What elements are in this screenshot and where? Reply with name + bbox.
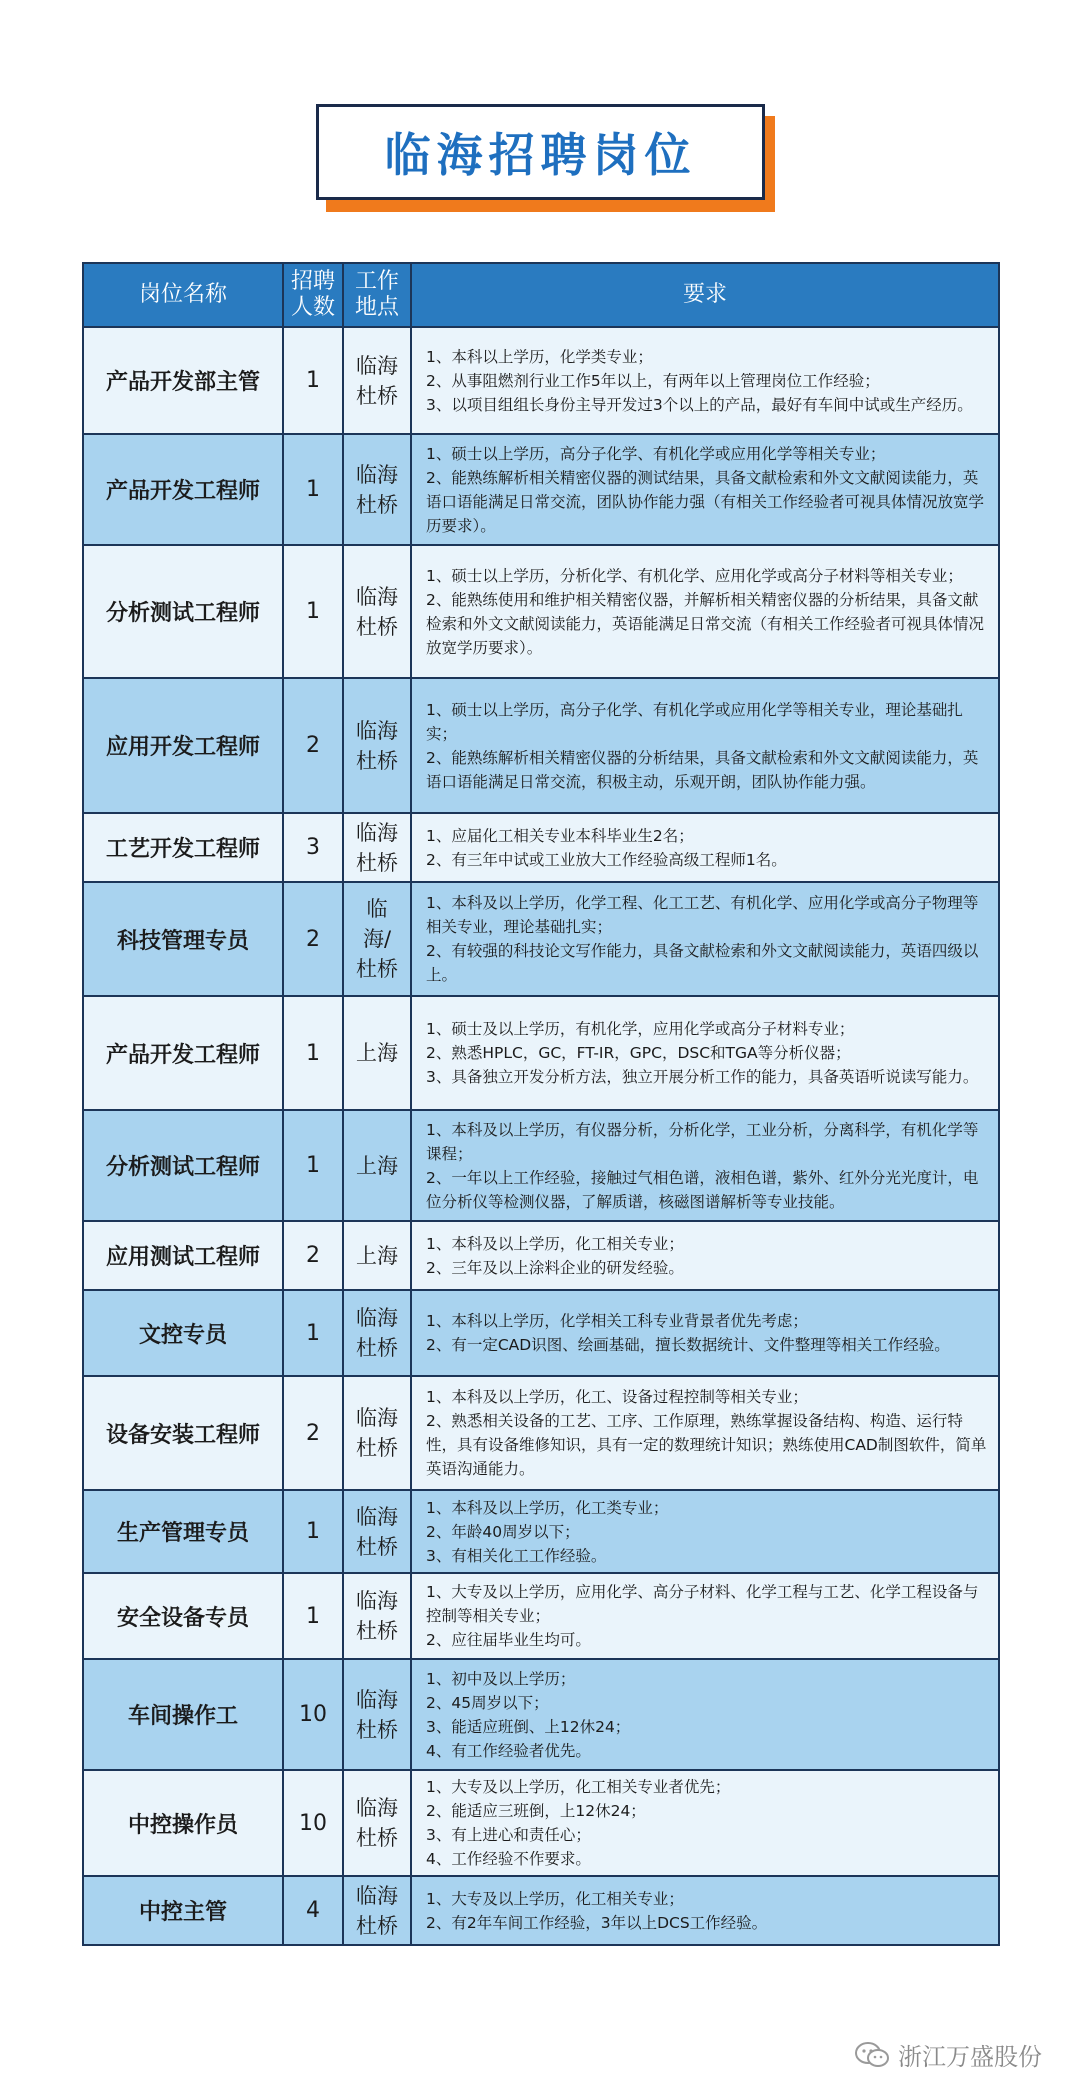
table-row — [83, 1490, 999, 1573]
job-requirements: 1、大专及以上学历，化工相关专业； 2、有2年车间工作经验，3年以上DCS工作经验。 — [411, 1876, 999, 1945]
job-name: 产品开发工程师 — [83, 996, 283, 1110]
table-row — [83, 545, 999, 678]
job-location-text: 临海杜桥 — [356, 462, 398, 517]
table-row — [83, 1110, 999, 1221]
job-name: 中控操作员 — [83, 1770, 283, 1876]
job-location — [343, 1876, 411, 1945]
job-name: 中控主管 — [83, 1876, 283, 1945]
job-location — [343, 678, 411, 813]
job-location — [343, 1573, 411, 1659]
job-location-text: 临海杜桥 — [356, 353, 398, 408]
job-location-text: 上海 — [356, 1153, 398, 1178]
job-requirements: 1、本科及以上学历，化学工程、化工工艺、有机化学、应用化学或高分子物理等相关专业，理论基础扎实； 2、有较强的科技论文写作能力，具备文献检索和外文文献阅读能力，英语四级以上。 — [411, 882, 999, 996]
table-row — [83, 1221, 999, 1290]
job-name: 设备安装工程师 — [83, 1376, 283, 1490]
job-name: 科技管理专员 — [83, 882, 283, 996]
header-count — [283, 263, 343, 327]
job-location-text: 临海杜桥 — [356, 1687, 398, 1742]
table-row — [83, 882, 999, 996]
job-location — [343, 545, 411, 678]
job-count: 1 — [283, 545, 343, 678]
job-requirements: 1、本科以上学历，化学类专业； 2、从事阻燃剂行业工作5年以上，有两年以上管理岗位工作经验； 3、以项目组组长身份主导开发过3个以上的产品，最好有车间中试或生产经历。 — [411, 327, 999, 434]
footer-source — [854, 2037, 1042, 2072]
job-location-text: 临海/杜桥 — [356, 897, 398, 981]
header-location-text: 工作地点 — [355, 269, 400, 320]
wechat-icon — [854, 2041, 890, 2069]
job-location — [343, 1490, 411, 1573]
job-count: 10 — [283, 1770, 343, 1876]
job-location — [343, 882, 411, 996]
job-location — [343, 1376, 411, 1490]
job-count: 1 — [283, 1110, 343, 1221]
job-count: 2 — [283, 1221, 343, 1290]
job-requirements: 1、硕士以上学历，高分子化学、有机化学或应用化学等相关专业，理论基础扎实； 2、能熟练解析相关精密仪器的分析结果，具备文献检索和外文文献阅读能力，英语口语能满足日常交流，积极主动，乐观开朗，团队协作能力强。 — [411, 678, 999, 813]
job-location-text: 临海杜桥 — [356, 1796, 398, 1850]
table-row — [83, 1290, 999, 1376]
job-count: 2 — [283, 678, 343, 813]
job-name: 工艺开发工程师 — [83, 813, 283, 882]
job-requirements: 1、大专及以上学历，化工相关专业者优先； 2、能适应三班倒，上12休24； 3、有上进心和责任心； 4、工作经验不作要求。 — [411, 1770, 999, 1876]
job-count: 1 — [283, 1490, 343, 1573]
job-location-text: 临海杜桥 — [356, 820, 398, 875]
job-name: 应用测试工程师 — [83, 1221, 283, 1290]
job-location-text: 临海杜桥 — [356, 1306, 398, 1360]
job-location-text: 临海杜桥 — [356, 584, 398, 639]
job-name: 文控专员 — [83, 1290, 283, 1376]
job-location-text: 临海杜桥 — [356, 718, 398, 773]
job-requirements: 1、本科及以上学历，化工、设备过程控制等相关专业； 2、熟悉相关设备的工艺、工序、工作原理，熟练掌握设备结构、构造、运行特性，具有设备维修知识，具有一定的数理统计知识；熟练使用CAD制图软件，简单英语沟通能力。 — [411, 1376, 999, 1490]
job-location-text: 上海 — [356, 1243, 398, 1268]
footer-text: 浙江万盛股份 — [898, 2043, 1042, 2071]
job-requirements: 1、初中及以上学历； 2、45周岁以下； 3、能适应班倒、上12休24； 4、有工作经验者优先。 — [411, 1659, 999, 1770]
job-location — [343, 1221, 411, 1290]
job-count: 4 — [283, 1876, 343, 1945]
job-count: 1 — [283, 996, 343, 1110]
job-location-text: 上海 — [356, 1041, 398, 1065]
table-row — [83, 1573, 999, 1659]
job-count: 1 — [283, 327, 343, 434]
job-location — [343, 1770, 411, 1876]
job-requirements: 1、硕士以上学历，高分子化学、有机化学或应用化学等相关专业； 2、能熟练解析相关精密仪器的测试结果，具备文献检索和外文文献阅读能力，英语口语能满足日常交流，团队协作能力强（有相关工作经验者可视具体情况放宽学历要求）。 — [411, 434, 999, 545]
table-row — [83, 1770, 999, 1876]
job-location — [343, 1290, 411, 1376]
title-banner — [316, 104, 765, 200]
job-location — [343, 813, 411, 882]
table-row — [83, 678, 999, 813]
job-location — [343, 434, 411, 545]
table-header — [83, 263, 999, 327]
job-count: 1 — [283, 1573, 343, 1659]
page-title: 临海招聘岗位 — [384, 128, 697, 182]
job-name: 分析测试工程师 — [83, 1110, 283, 1221]
job-requirements: 1、本科及以上学历，有仪器分析，分析化学，工业分析，分离科学，有机化学等课程； 2、一年以上工作经验，接触过气相色谱，液相色谱，紫外、红外分光光度计，电位分析仪等检测仪器，了解质谱，核磁图谱解析等专业技能。 — [411, 1110, 999, 1221]
table-row — [83, 1659, 999, 1770]
table-row — [83, 813, 999, 882]
table-row — [83, 327, 999, 434]
header-requirements: 要求 — [411, 263, 999, 327]
job-requirements: 1、大专及以上学历，应用化学、高分子材料、化学工程与工艺、化学工程设备与控制等相关专业； 2、应往届毕业生均可。 — [411, 1573, 999, 1659]
job-count: 2 — [283, 1376, 343, 1490]
table-row — [83, 1376, 999, 1490]
job-name: 生产管理专员 — [83, 1490, 283, 1573]
table-row — [83, 434, 999, 545]
job-name: 安全设备专员 — [83, 1573, 283, 1659]
job-location — [343, 327, 411, 434]
header-count-text: 招聘人数 — [291, 269, 336, 320]
job-name: 产品开发工程师 — [83, 434, 283, 545]
job-location — [343, 996, 411, 1110]
job-requirements: 1、本科及以上学历，化工相关专业； 2、三年及以上涂料企业的研发经验。 — [411, 1221, 999, 1290]
job-name: 产品开发部主管 — [83, 327, 283, 434]
job-name: 应用开发工程师 — [83, 678, 283, 813]
job-count: 1 — [283, 434, 343, 545]
table-row — [83, 1876, 999, 1945]
job-requirements: 1、本科以上学历，化学相关工科专业背景者优先考虑； 2、有一定CAD识图、绘画基础，擅长数据统计、文件整理等相关工作经验。 — [411, 1290, 999, 1376]
job-requirements: 1、本科及以上学历，化工类专业； 2、年龄40周岁以下； 3、有相关化工工作经验。 — [411, 1490, 999, 1573]
job-requirements: 1、硕士以上学历，分析化学、有机化学、应用化学或高分子材料等相关专业； 2、能熟练使用和维护相关精密仪器，并解析相关精密仪器的分析结果，具备文献检索和外文文献阅读能力，英语能满足日常交流（有相关工作经验者可视具体情况放宽学历要求）。 — [411, 545, 999, 678]
job-count: 1 — [283, 1290, 343, 1376]
job-name: 分析测试工程师 — [83, 545, 283, 678]
job-requirements: 1、应届化工相关专业本科毕业生2名； 2、有三年中试或工业放大工作经验高级工程师1名。 — [411, 813, 999, 882]
title-box — [316, 104, 765, 200]
job-location-text: 临海杜桥 — [356, 1883, 398, 1938]
job-count: 10 — [283, 1659, 343, 1770]
job-name: 车间操作工 — [83, 1659, 283, 1770]
job-requirements: 1、硕士及以上学历，有机化学，应用化学或高分子材料专业； 2、熟悉HPLC，GC，FT-IR，GPC，DSC和TGA等分析仪器； 3、具备独立开发分析方法，独立开展分析工作的能力，具备英语听说读写能力。 — [411, 996, 999, 1110]
job-location-text: 临海杜桥 — [356, 1589, 398, 1643]
job-count: 3 — [283, 813, 343, 882]
header-location — [343, 263, 411, 327]
jobs-table — [82, 262, 1000, 1946]
job-location-text: 临海杜桥 — [356, 1504, 398, 1559]
header-name: 岗位名称 — [83, 263, 283, 327]
job-location-text: 临海杜桥 — [356, 1406, 398, 1460]
table-row — [83, 996, 999, 1110]
job-location — [343, 1110, 411, 1221]
job-location — [343, 1659, 411, 1770]
job-count: 2 — [283, 882, 343, 996]
